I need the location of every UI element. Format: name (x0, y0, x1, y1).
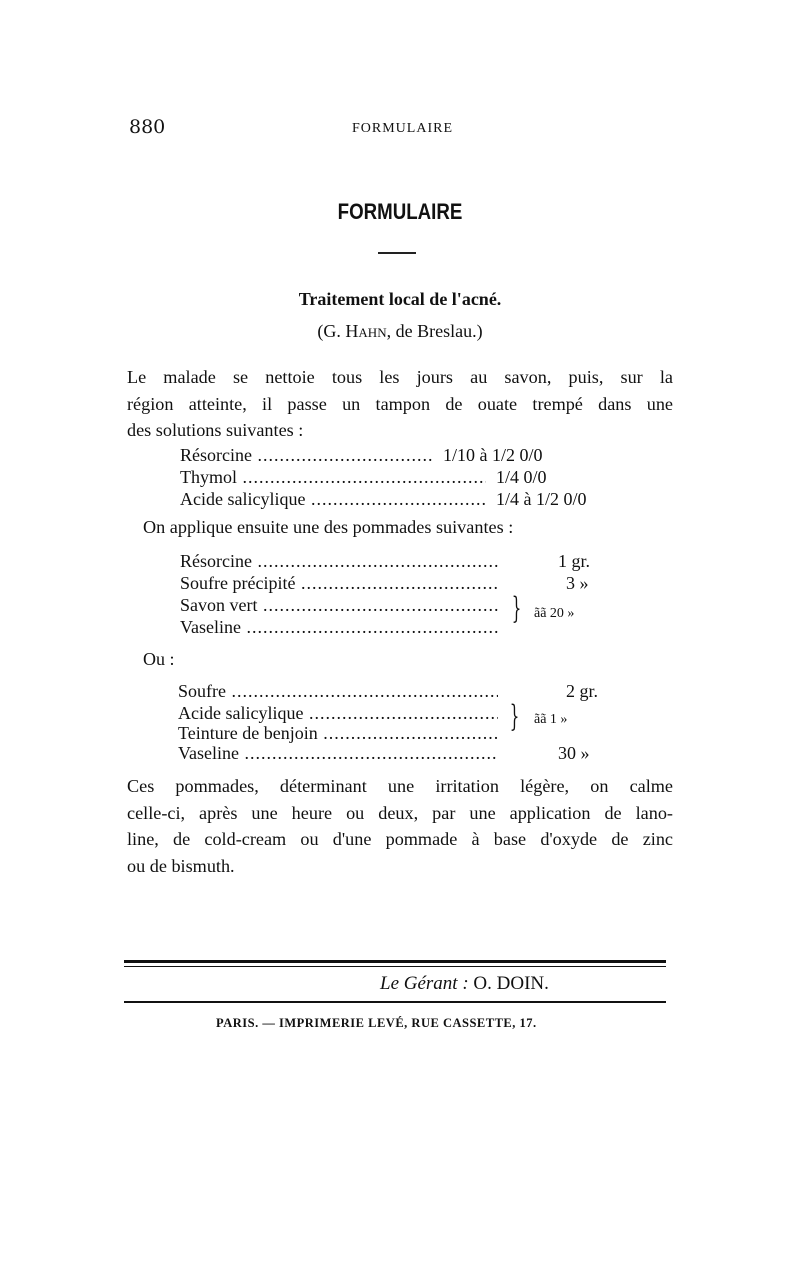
intro-line: des solutions suivantes : (127, 420, 304, 440)
pommade-row (178, 743, 638, 764)
author-rest: , de Breslau.) (386, 321, 483, 341)
right-brace-icon: } (509, 699, 520, 734)
pommade-row (178, 681, 638, 702)
article-author (0, 321, 800, 342)
author-open: (G. (317, 321, 346, 341)
solution-qty: 1/4 à 1/2 0/0 (496, 489, 587, 509)
intro-line: région atteinte, il passe un tampon de ouate trempé dans une (127, 393, 673, 414)
pommade-name: Teinture de benjoin ..... (178, 723, 498, 744)
running-head: FORMULAIRE (352, 121, 454, 136)
solution-row (180, 467, 800, 488)
pommade-name: Soufre ..... (178, 681, 498, 702)
group-qty: ãã 20 » (534, 606, 575, 621)
gerant-name: O. DOIN. (473, 973, 549, 994)
pommade-qty: 3 » (566, 573, 589, 593)
gerant-line (380, 973, 549, 995)
right-brace-icon: } (511, 591, 522, 626)
solution-qty: 1/10 à 1/2 0/0 (443, 445, 543, 465)
solution-name: Résorcine ..... (180, 445, 432, 466)
apply-text: On applique ensuite une des pommades suivantes : (143, 517, 514, 537)
closing-paragraph (127, 773, 673, 879)
pommade-row (180, 573, 640, 594)
solution-row (180, 489, 800, 510)
footer-rule (124, 960, 666, 963)
pommade-qty: 1 gr. (558, 551, 591, 571)
pommade-name: Soufre précipité ..... (180, 573, 498, 594)
closing-line: ou de bismuth. (127, 855, 235, 876)
group-qty: ãã 1 » (534, 712, 568, 727)
article-title: Traitement local de l'acné. (298, 289, 502, 309)
pommade-qty: 2 gr. (566, 681, 599, 701)
author-name: Hahn (345, 321, 387, 341)
pommade-name: Acide salicylique ..... (178, 703, 498, 724)
closing-line: celle-ci, après une heure ou deux, par une application de lano- (127, 802, 673, 823)
pommade-row (178, 703, 638, 724)
intro-line: Le malade se nettoie tous les jours au savon, puis, sur la (127, 367, 673, 387)
footer-rule (124, 1001, 666, 1003)
pommade-name: Savon vert ..... (180, 595, 498, 616)
ou-text: Ou : (143, 649, 175, 669)
solution-name: Thymol ..... (180, 467, 486, 488)
solution-qty: 1/4 0/0 (496, 467, 547, 487)
closing-line: line, de cold-cream ou d'une pommade à base d'oxyde de zinc (127, 829, 673, 849)
intro-paragraph (127, 364, 673, 444)
imprint-line: PARIS. — IMPRIMERIE LEVÉ, RUE CASSETTE, 17. (216, 1016, 537, 1030)
title-rule (378, 252, 416, 254)
footer-rule (124, 966, 666, 967)
pommade-row (178, 723, 638, 744)
pommade-name: Vaseline ..... (178, 743, 498, 764)
pommade-name: Vaseline ..... (180, 617, 498, 638)
pommade-row (180, 551, 640, 572)
closing-line: Ces pommades, déterminant une irritation légère, on calme (127, 776, 673, 796)
solution-row (180, 445, 800, 466)
page-number: 880 (129, 116, 166, 138)
section-title: FORMULAIRE (337, 199, 463, 224)
pommade-qty: 30 » (558, 743, 590, 763)
pommade-name: Résorcine ..... (180, 551, 498, 572)
solution-name: Acide salicylique ..... (180, 489, 486, 510)
gerant-label: Le Gérant : (380, 973, 469, 994)
